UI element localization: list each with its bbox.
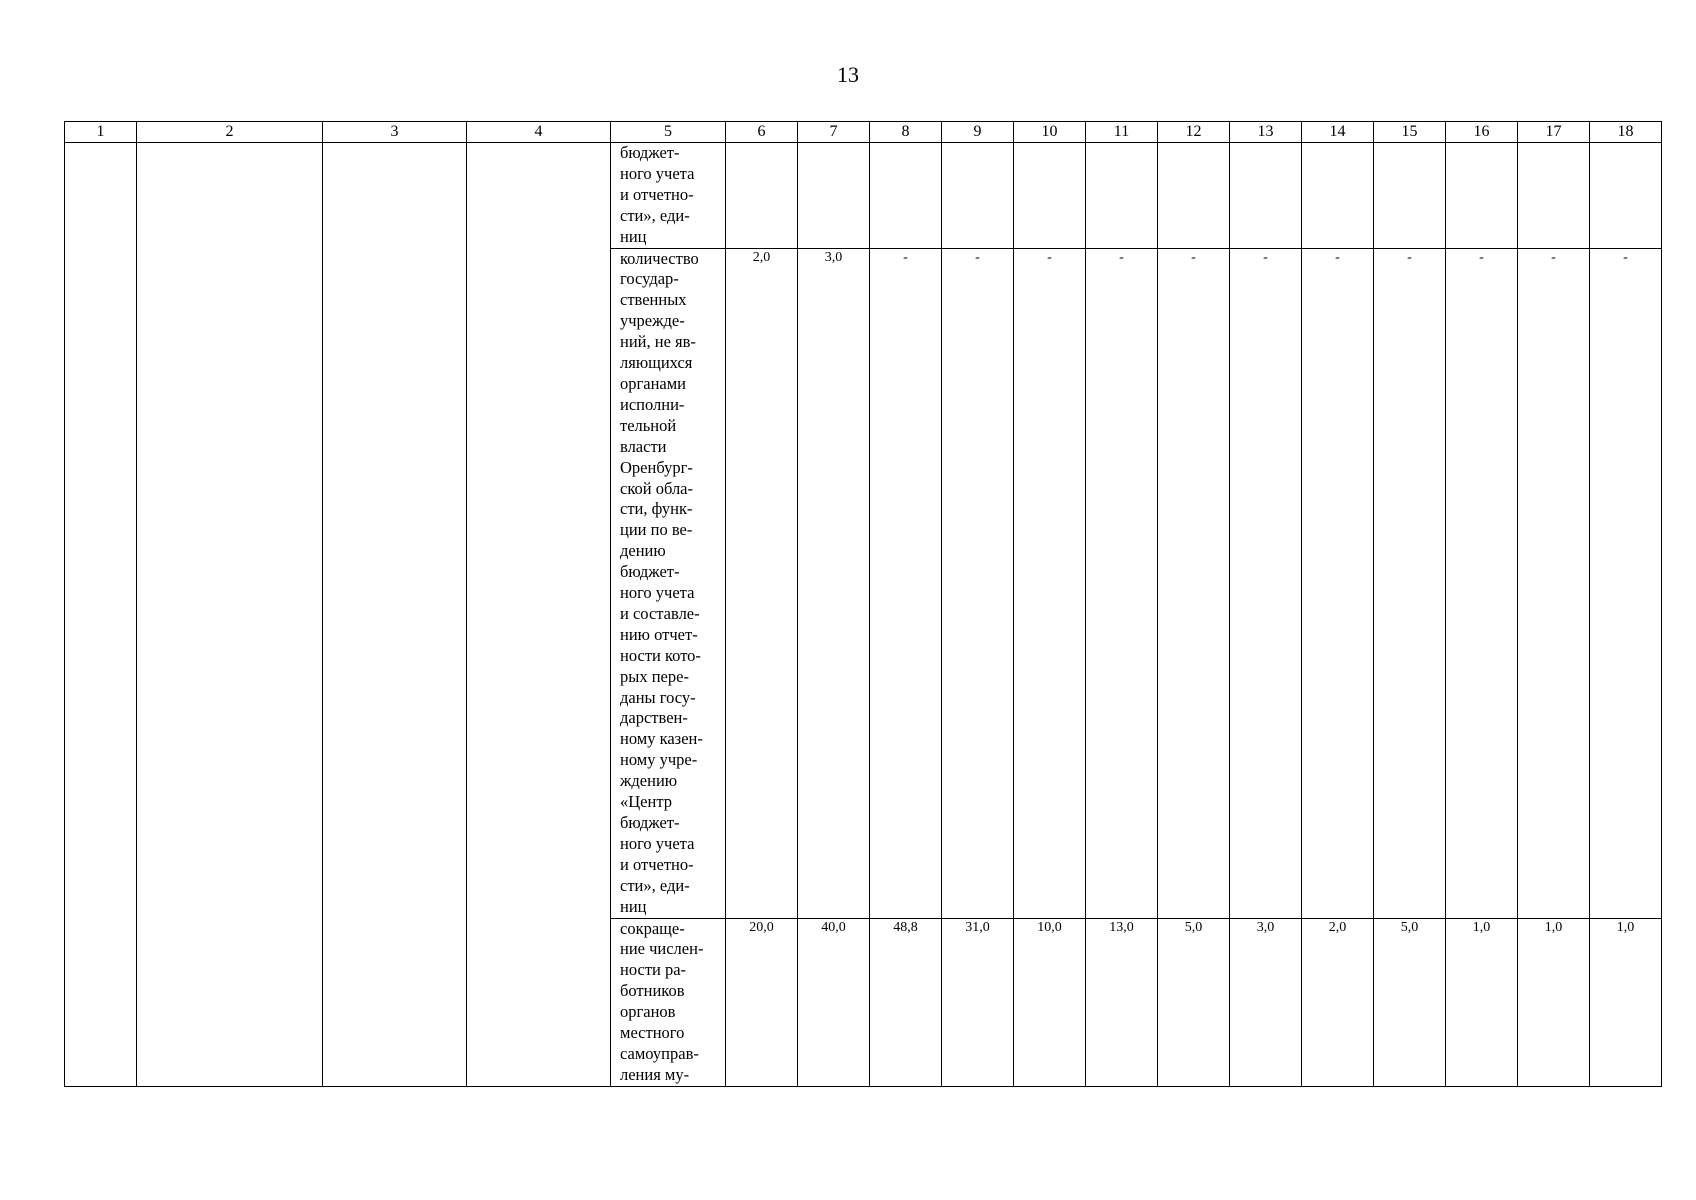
indicator-value: 40,0 [798,918,870,1086]
column-number: 13 [1230,122,1302,143]
column-number: 18 [1590,122,1662,143]
indicator-value [1014,143,1086,249]
indicator-value: - [1086,248,1158,918]
column-number: 16 [1446,122,1518,143]
indicator-value [1086,143,1158,249]
indicator-value: 3,0 [1230,918,1302,1086]
column-number: 14 [1302,122,1374,143]
indicator-value: 31,0 [942,918,1014,1086]
column-number: 6 [726,122,798,143]
indicator-value [1446,143,1518,249]
column-number: 4 [467,122,611,143]
column-number: 17 [1518,122,1590,143]
indicator-value: 1,0 [1590,918,1662,1086]
merged-cell-col-4 [467,143,611,1087]
indicator-value: - [1518,248,1590,918]
column-number: 15 [1374,122,1446,143]
indicator-value: 2,0 [726,248,798,918]
indicator-value: - [1590,248,1662,918]
indicator-value [1230,143,1302,249]
column-number: 5 [611,122,726,143]
column-number: 3 [323,122,467,143]
indicator-value [1302,143,1374,249]
indicator-value: 13,0 [1086,918,1158,1086]
column-number: 8 [870,122,942,143]
indicator-value [870,143,942,249]
indicator-value: - [1014,248,1086,918]
indicator-value: 5,0 [1374,918,1446,1086]
column-number: 11 [1086,122,1158,143]
indicator-description: бюджет- ного учета и отчетно- сти», еди- ниц [611,143,726,249]
column-number: 9 [942,122,1014,143]
page-number: 13 [837,62,859,87]
column-number: 12 [1158,122,1230,143]
indicator-value: - [1158,248,1230,918]
indicator-table [64,121,1662,1087]
table-row [65,143,1662,249]
merged-cell-col-2 [137,143,323,1087]
indicator-value [1518,143,1590,249]
indicator-value [942,143,1014,249]
indicator-value [1158,143,1230,249]
merged-cell-col-1 [65,143,137,1087]
indicator-value: 2,0 [1302,918,1374,1086]
indicator-description: сокраще- ние числен- ности ра- ботников органов местного самоуправ- ления му- [611,918,726,1086]
indicator-value: 48,8 [870,918,942,1086]
indicator-value [798,143,870,249]
indicator-value: - [942,248,1014,918]
indicator-value: - [1302,248,1374,918]
indicator-value [726,143,798,249]
indicator-value [1374,143,1446,249]
indicator-value: - [870,248,942,918]
indicator-value: 10,0 [1014,918,1086,1086]
column-number-row [65,122,1662,143]
column-number: 10 [1014,122,1086,143]
indicator-value: 3,0 [798,248,870,918]
indicator-value: 1,0 [1518,918,1590,1086]
column-number: 1 [65,122,137,143]
indicator-value: 5,0 [1158,918,1230,1086]
indicator-value: - [1446,248,1518,918]
indicator-value [1590,143,1662,249]
indicator-value: 20,0 [726,918,798,1086]
indicator-value: 1,0 [1446,918,1518,1086]
indicator-value: - [1374,248,1446,918]
column-number: 2 [137,122,323,143]
column-number: 7 [798,122,870,143]
indicator-value: - [1230,248,1302,918]
merged-cell-col-3 [323,143,467,1087]
indicator-description: количество государ- ственных учрежде- ний, не яв- ляющихся органами исполни- тельной власти Оренбург- ской обла- сти, функ- ции по ве- дению бюджет- ного учета и составле- нию отчет- ности кото- рых пере- даны госу- дарствен- ному казен- ному учре- ждению «Центр бюджет- ного учета и отчетно- сти», еди- ниц [611,248,726,918]
